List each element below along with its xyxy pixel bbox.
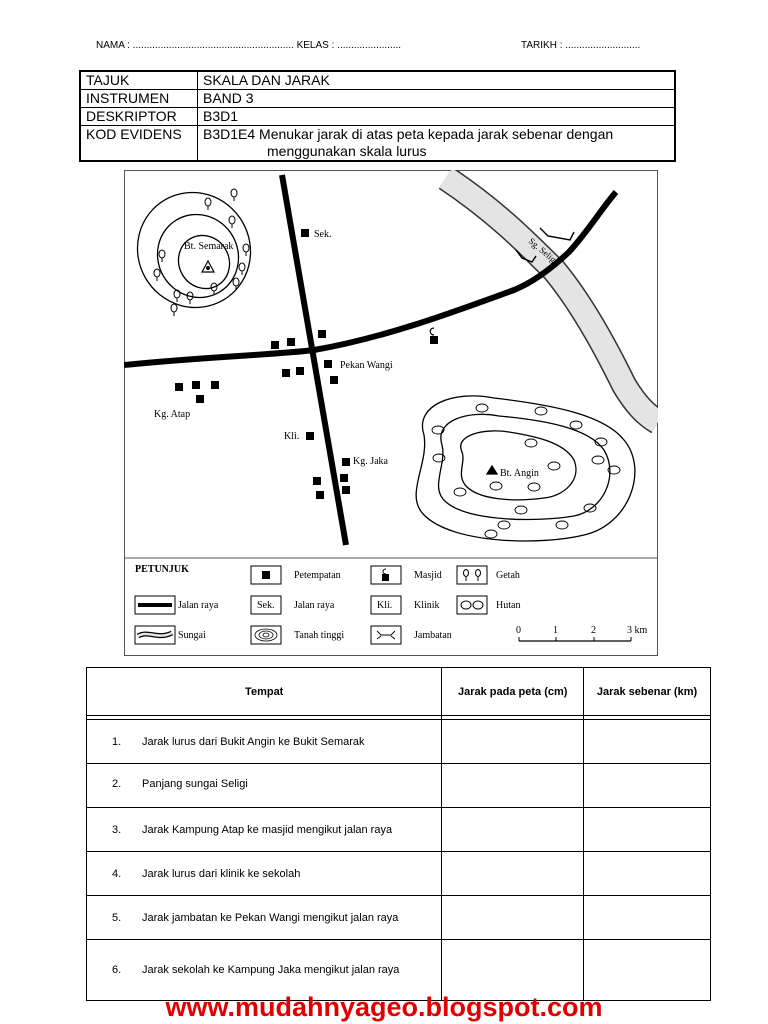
label-sek: Sek. <box>314 229 332 240</box>
table-row: 1. Jarak lurus dari Bukit Angin ke Bukit Semarak <box>87 720 711 764</box>
answer-cell-sebenar[interactable] <box>584 896 711 940</box>
info-key: TAJUK <box>80 71 198 90</box>
legend-kli-box: Kli. <box>377 600 393 611</box>
label-kg-jaka: Kg. Jaka <box>353 456 388 467</box>
answer-cell-peta[interactable] <box>442 808 584 852</box>
table-row: 5. Jarak jambatan ke Pekan Wangi mengikut jalan raya <box>87 896 711 940</box>
tarikh-line: TARIKH : ........................... <box>521 40 641 51</box>
nama-kelas-line: NAMA : .......................................................... KELAS : ....................... <box>96 40 402 51</box>
legend-jalan-raya-2: Jalan raya <box>294 600 335 611</box>
info-val: B3D1E4 Menukar jarak di atas peta kepada jarak sebenar dengan menggunakan skala lurus <box>198 126 676 162</box>
info-key: KOD EVIDENS <box>80 126 198 162</box>
scale-1: 1 <box>553 625 558 636</box>
legend-klinik: Klinik <box>414 600 440 611</box>
info-key: DESKRIPTOR <box>80 108 198 126</box>
header-tempat: Tempat <box>87 668 442 716</box>
answer-cell-sebenar[interactable] <box>584 852 711 896</box>
answer-cell-peta[interactable] <box>442 720 584 764</box>
answer-cell-sebenar[interactable] <box>584 808 711 852</box>
info-key: INSTRUMEN <box>80 90 198 108</box>
answer-cell-sebenar[interactable] <box>584 720 711 764</box>
table-row: 6. Jarak sekolah ke Kampung Jaka mengikut jalan raya <box>87 940 711 1001</box>
label-bt-semarak: Bt. Semarak <box>184 241 234 252</box>
table-row: 2. Panjang sungai Seligi <box>87 764 711 808</box>
table-row: 3. Jarak Kampung Atap ke masjid mengikut jalan raya <box>87 808 711 852</box>
header-jarak-peta: Jarak pada peta (cm) <box>442 668 584 716</box>
legend-petempatan: Petempatan <box>294 570 341 581</box>
scale-2: 2 <box>591 625 596 636</box>
map <box>124 170 658 656</box>
legend-jambatan: Jambatan <box>414 630 452 641</box>
legend-sungai: Sungai <box>178 630 206 641</box>
legend-getah: Getah <box>496 570 520 581</box>
info-val: B3D1 <box>198 108 676 126</box>
legend-tanah-tinggi: Tanah tinggi <box>294 630 345 641</box>
label-bt-angin: Bt. Angin <box>500 468 539 479</box>
scale-3: 3 km <box>627 625 648 636</box>
answer-cell-sebenar[interactable] <box>584 764 711 808</box>
info-val: BAND 3 <box>198 90 676 108</box>
legend-hutan: Hutan <box>496 600 521 611</box>
label-kli: Kli. <box>284 431 300 442</box>
legend-jalan-raya: Jalan raya <box>178 600 219 611</box>
answer-cell-peta[interactable] <box>442 896 584 940</box>
legend-masjid: Masjid <box>414 570 442 581</box>
label-sg-seligi: Sg. Seligi <box>526 235 560 267</box>
answer-cell-peta[interactable] <box>442 764 584 808</box>
footer-url[interactable]: www.mudahnyageo.blogspot.com <box>165 992 603 1022</box>
scale-0: 0 <box>516 625 521 636</box>
legend-sek-box: Sek. <box>257 600 275 611</box>
table-row: 4. Jarak lurus dari klinik ke sekolah <box>87 852 711 896</box>
header-jarak-sebenar: Jarak sebenar (km) <box>584 668 711 716</box>
answer-cell-peta[interactable] <box>442 852 584 896</box>
info-val: SKALA DAN JARAK <box>198 71 676 90</box>
label-kg-atap: Kg. Atap <box>154 409 191 420</box>
info-table <box>79 70 676 162</box>
label-pekan-wangi: Pekan Wangi <box>340 360 393 371</box>
legend-title: PETUNJUK <box>135 564 189 575</box>
question-table <box>86 667 711 1001</box>
